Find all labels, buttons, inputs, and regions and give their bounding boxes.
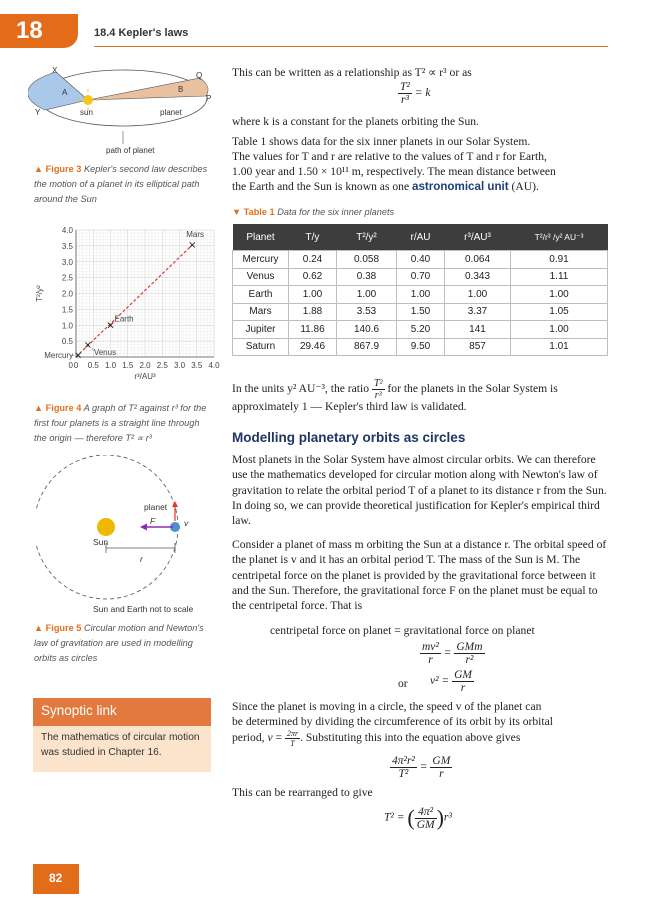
equation-k [398, 81, 430, 106]
fig5-label-sun: Sun [93, 537, 109, 547]
table-intro-1: Table 1 shows data for the six inner planets in our Solar System. [232, 135, 531, 148]
cell: 0.064 [445, 251, 511, 269]
cell: 867.9 [337, 338, 397, 356]
sun-icon [97, 518, 115, 536]
cell: Saturn [233, 338, 289, 356]
fig5-note: Sun and Earth not to scale [93, 604, 194, 614]
th-planet: Planet [233, 224, 289, 251]
y-tick-label: 0.5 [61, 337, 73, 347]
paragraph-1: Most planets in the Solar System have almost circular orbits. We can therefore use the mathematics developed for circular motion along with Newton's law of gravitation to relate the orbital period T of a planet to its distance r from the Sun. In doing so, we can provide theoretical justification for Kepler's empirical third law. [232, 453, 607, 528]
para3-c2: . Substituting this into the equation above gives [300, 731, 521, 745]
table-intro-2: The values for T and r are relative to the values of T and r for Earth, [232, 150, 547, 163]
cell: 0.058 [337, 251, 397, 269]
cell: Mercury [233, 251, 289, 269]
intro-relation: This can be written as a relationship as T² ∝ r³ or as [232, 66, 472, 79]
cell: Earth [233, 286, 289, 304]
y-tick-label: 3.0 [61, 257, 73, 267]
y-tick-label: 1.5 [61, 305, 73, 315]
equation-final: T² = ( $\frac{\text{4π²}}{GM}$ )r³ [384, 805, 452, 831]
x-tick-label: 4.0 [208, 361, 220, 370]
eq-k-num: T² [400, 81, 410, 93]
cell: 857 [445, 338, 511, 356]
cell: 0.24 [289, 251, 337, 269]
fig3-label-planet: planet [160, 108, 182, 117]
x-tick-label: 2.0 [139, 361, 151, 370]
figure-5-label: Figure 5 [45, 623, 82, 633]
figure-5-text: Circular motion and Newton's law of gravitation are used in modelling orbits as circles [34, 623, 204, 663]
or-text: or [398, 677, 408, 690]
table-intro-4a: the Earth and the Sun is known as one [232, 180, 412, 193]
fig3-label-p: P [206, 94, 212, 103]
y-tick-label: 1.0 [61, 321, 73, 331]
section-heading: Modelling planetary orbits as circles [232, 430, 466, 445]
fig3-label-sun: sun [80, 108, 93, 117]
planet-data-table [232, 224, 608, 356]
cell: 3.37 [445, 303, 511, 321]
cell: 0.70 [397, 268, 445, 286]
figure-3-caption: ▲ Figure 3 Kepler's second law describes the motion of a planet in its elliptical path around the Sun [34, 164, 208, 204]
x-tick-label: 0 [73, 361, 79, 370]
fig3-label-y: Y [35, 108, 41, 117]
k-text: where k is a constant for the planets orbiting the Sun. [232, 115, 479, 128]
table-intro-4 [232, 179, 539, 194]
paragraph-3a: Since the planet is moving in a circle, the speed v of the planet can [232, 700, 542, 713]
th-t2: T²/y² [337, 224, 397, 251]
point-label: Mars [186, 229, 205, 239]
cell: 1.05 [511, 303, 608, 321]
fig3-label-path: path of planet [106, 146, 155, 155]
table-caption-text: Data for the six inner planets [277, 207, 395, 217]
para3-c1: period, [232, 731, 265, 745]
table-header-row [233, 224, 608, 251]
synoptic-link-box [33, 698, 211, 772]
ratio-text-b: for the planets in the Solar System is [387, 382, 558, 396]
fig5-label-planet: planet [144, 502, 168, 512]
centripetal-line: centripetal force on planet = gravitational force on planet [270, 624, 535, 637]
table-row [233, 286, 608, 304]
y-axis-label: T²/y² [35, 285, 44, 302]
cell: 141 [445, 321, 511, 339]
y-tick-label: 2.0 [61, 289, 73, 299]
fig5-label-f: F [150, 516, 156, 526]
cell: 1.50 [397, 303, 445, 321]
synoptic-title: Synoptic link [33, 698, 211, 726]
th-r3: r³/AU³ [445, 224, 511, 251]
table-intro-3: 1.00 year and 1.50 × 10¹¹ m, respectively. The mean distance between [232, 165, 556, 178]
cell: 1.00 [337, 286, 397, 304]
cell: 140.6 [337, 321, 397, 339]
point-label: Earth [114, 314, 134, 324]
x-tick-label: 1.5 [122, 361, 134, 370]
table-row [233, 338, 608, 356]
figure-3-label: Figure 3 [45, 164, 82, 174]
header-rule [94, 46, 608, 47]
rearrange-text: This can be rearranged to give [232, 786, 373, 799]
table-label: Table 1 [243, 207, 275, 217]
cell: 1.00 [445, 286, 511, 304]
eq-k-rhs: = k [414, 87, 431, 100]
equation-substituted: $\frac{\text{4π²r²}}{\text{T²}}$ = $\frac{GM}{r}$ [392, 755, 451, 780]
cell: 1.88 [289, 303, 337, 321]
eq-k-den: r³ [400, 94, 409, 106]
ratio-num: T² [373, 378, 383, 389]
cell: 0.91 [511, 251, 608, 269]
figure-4-label: Figure 4 [45, 403, 82, 413]
term-astronomical-unit: astronomical unit [412, 180, 509, 193]
th-t: T/y [289, 224, 337, 251]
equation-velocity: v² = $\frac{GM}{r}$ [430, 669, 472, 694]
cell: 1.01 [511, 338, 608, 356]
paragraph-2: Consider a planet of mass m orbiting the Sun at a distance r. The orbital speed of the planet is v and it has an orbital period T. The mass of the Sun is M. The centripetal force on the planet is provided by the gravitational force between it and the Sun. Therefore, the gravitational force F on the planet must be equal to the centripetal force. That is [232, 538, 607, 613]
cell: 9.50 [397, 338, 445, 356]
cell: 29.46 [289, 338, 337, 356]
cell: 0.343 [445, 268, 511, 286]
th-ratio: T²/r³ /y² AU⁻³ [511, 224, 608, 251]
table-row [233, 321, 608, 339]
sun-icon [83, 95, 93, 105]
ratio-text-a: In the units y² AU⁻³, the ratio [232, 382, 370, 396]
figure-4-chart [30, 222, 230, 390]
y-tick-label: 3.5 [61, 241, 73, 251]
y-tick-label: 4.0 [61, 226, 73, 235]
cell: Mars [233, 303, 289, 321]
point-label: Mercury [44, 351, 74, 361]
chapter-number: 18 [16, 17, 43, 44]
fig3-label-x: X [52, 66, 58, 75]
x-tick-label: 3.0 [173, 361, 186, 370]
chart-grid [76, 230, 214, 357]
cell: 1.00 [397, 286, 445, 304]
y-tick-label: 2.5 [61, 273, 73, 283]
point-label: Venus [93, 347, 117, 357]
cell: 1.00 [289, 286, 337, 304]
cell: Venus [233, 268, 289, 286]
table-intro-4c: (AU). [508, 180, 539, 193]
paragraph-3c: period, v = $\frac{2\pi r}{T}$ . Substituting this into the equation above gives [232, 729, 521, 748]
cell: 5.20 [397, 321, 445, 339]
figure-5-caption: ▲ Figure 5 Circular motion and Newton's law of gravitation are used in modelling orbits as circles [34, 623, 204, 663]
ratio-text-c: approximately 1 — Kepler's third law is validated. [232, 400, 467, 413]
x-tick-label: 2.5 [156, 361, 168, 370]
sector-a [28, 72, 88, 110]
fig5-label-r: r [140, 554, 143, 564]
figure-4-text: A graph of T² against r³ for the first four planets is a straight line through the origin — therefore T² ∝ r³ [34, 403, 207, 443]
cell: 11.86 [289, 321, 337, 339]
ratio-line [232, 378, 558, 401]
fig5-label-v: v [184, 518, 189, 528]
table-row [233, 303, 608, 321]
x-tick-label: 0.5 [87, 361, 99, 370]
cell: 0.38 [337, 268, 397, 286]
fig3-label-q: Q [196, 71, 203, 80]
ratio-den: r³ [374, 390, 382, 401]
cell: 3.53 [337, 303, 397, 321]
origin-label: 0 [68, 361, 73, 370]
equation-centripetal: $\frac{\text{mv²}}{r}$ = $\frac{\text{GMm}}{\text{r²}}$ [422, 641, 483, 666]
synoptic-text: The mathematics of circular motion was studied in Chapter 16. [41, 732, 200, 758]
figure-4-caption: ▲ Figure 4 A graph of T² against r³ for the first four planets is a straight line through the origin — therefore T² ∝ r³ [34, 403, 207, 443]
x-tick-label: 3.5 [191, 361, 203, 370]
cell: 0.40 [397, 251, 445, 269]
table-caption: ▼ Table 1 Data for the six inner planets [232, 207, 395, 217]
th-r: r/AU [397, 224, 445, 251]
figure-5-diagram [36, 455, 221, 605]
section-title: 18.4 Kepler's laws [94, 27, 189, 39]
figure-3-text: Kepler's second law describes the motion of a planet in its elliptical path around the Sun [34, 164, 208, 204]
cell: 1.11 [511, 268, 608, 286]
paragraph-3b: be determined by dividing the circumference of its orbit by its orbital [232, 715, 553, 728]
cell: 0.62 [289, 268, 337, 286]
fig3-label-b: B [178, 85, 184, 94]
x-tick-label: 1.0 [104, 361, 117, 370]
cell: 1.00 [511, 286, 608, 304]
table-row [233, 268, 608, 286]
sector-b [88, 78, 208, 100]
table-row [233, 251, 608, 269]
cell: Jupiter [233, 321, 289, 339]
x-axis-label: r³/AU³ [134, 372, 156, 381]
cell: 1.00 [511, 321, 608, 339]
page-number: 82 [49, 871, 63, 885]
fig3-label-a: A [62, 88, 68, 97]
